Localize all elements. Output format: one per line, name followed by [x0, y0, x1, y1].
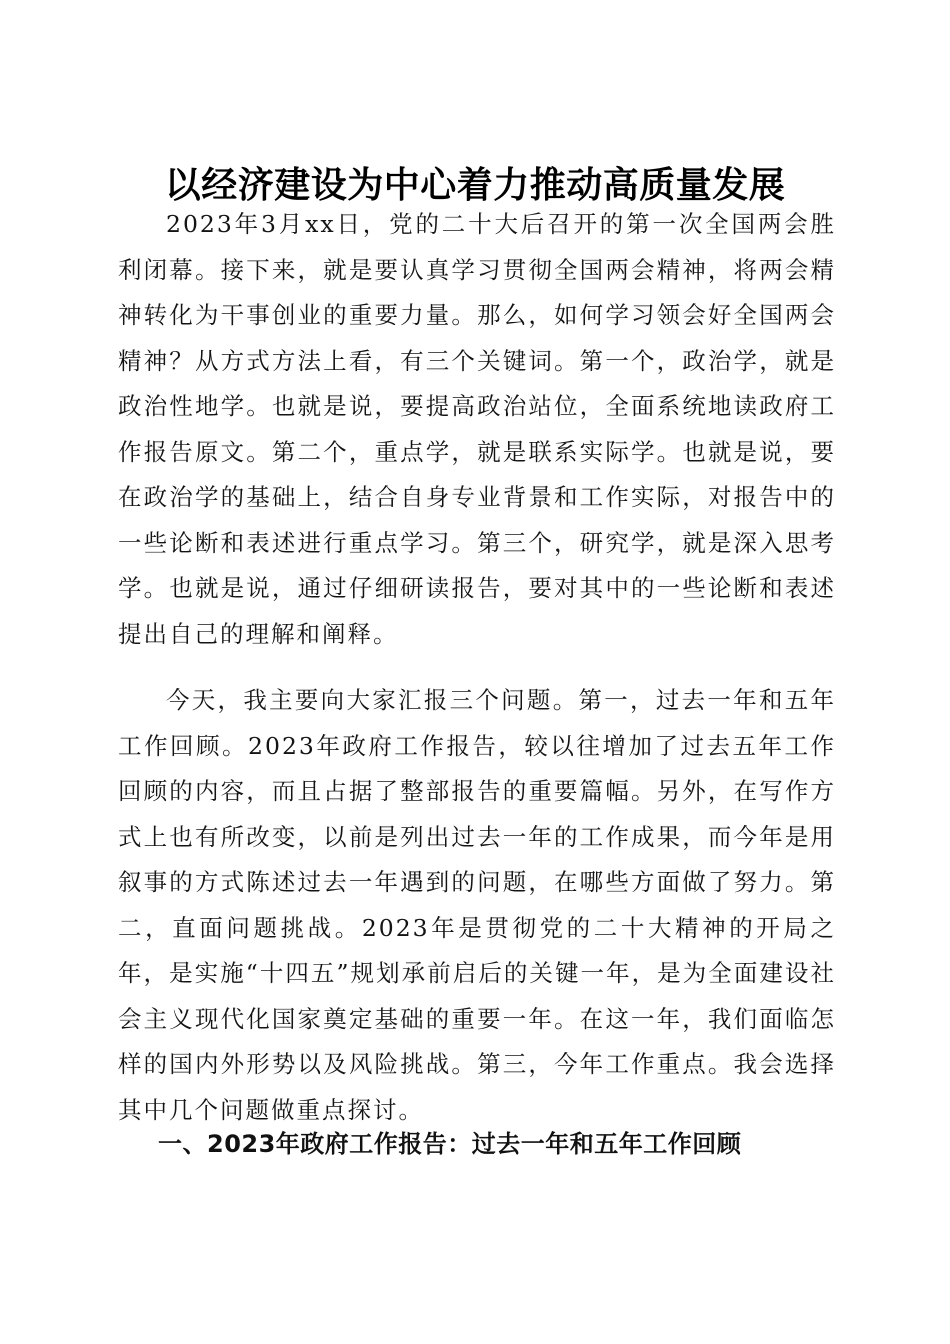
body-paragraph-1: 2023年3月xx日，党的二十大后召开的第一次全国两会胜利闭幕。接下来，就是要认真学习贯彻全国两会精神，将两会精神转化为干事创业的重要力量。那么，如何学习领会好全国两会精神？从方式方法上看，有三个关键词。第一个，政治学，就是政治性地学。也就是说，要提高政治站位，全面系统地读政府工作报告原文。第二个，重点学，就是联系实际学。也就是说，要在政治学的基础上，结合自身专业背景和工作实际，对报告中的一些论断和表述进行重点学习。第三个，研究学，就是深入思考学。也就是说，通过仔细研读报告，要对其中的一些论断和表述提出自己的理解和阐释。 [118, 210, 836, 648]
section-heading: 一、2023年政府工作报告：过去一年和五年工作回顾 [158, 1130, 742, 1158]
body-paragraph-2: 今天，我主要向大家汇报三个问题。第一，过去一年和五年工作回顾。2023年政府工作报告，较以往增加了过去五年工作回顾的内容，而且占据了整部报告的重要篇幅。另外，在写作方式上也有所改变，以前是列出过去一年的工作成果，而今年是用叙事的方式陈述过去一年遇到的问题，在哪些方面做了努力。第二，直面问题挑战。2023年是贯彻党的二十大精神的开局之年，是实施“十四五”规划承前启后的关键一年，是为全面建设社会主义现代化国家奠定基础的重要一年。在这一年，我们面临怎样的国内外形势以及风险挑战。第三，今年工作重点。我会选择其中几个问题做重点探讨。 [118, 686, 836, 1124]
document-title: 以经济建设为中心着力推动高质量发展 [164, 164, 786, 207]
